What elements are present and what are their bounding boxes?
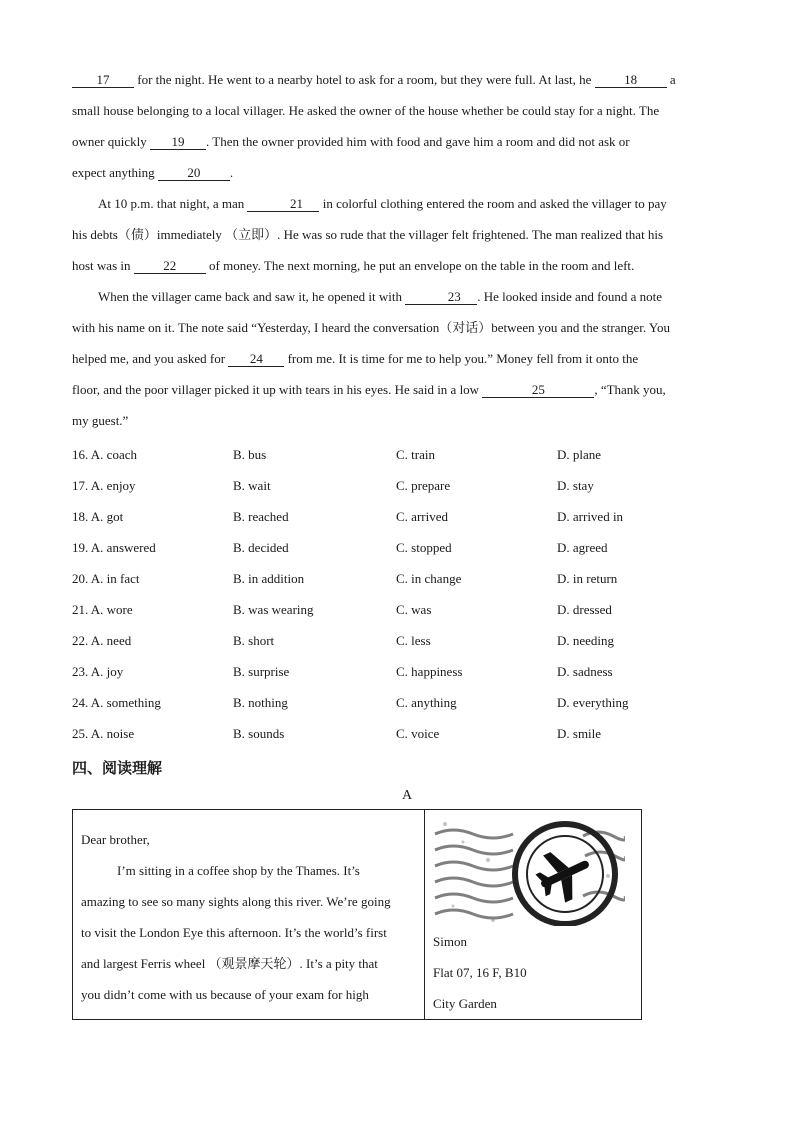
option-choice: D. in return	[557, 570, 618, 586]
passage-label: A	[401, 788, 413, 803]
passage-text: host was in	[72, 258, 134, 273]
option-choice: C. anything	[396, 694, 457, 710]
option-choice: C. prepare	[396, 477, 451, 493]
letter-line: you didn’t come with us because of your exam for high	[81, 987, 369, 1002]
option-choice: B. wait	[233, 477, 271, 493]
passage-text: , “Thank you,	[594, 382, 666, 397]
option-choice: D. everything	[557, 694, 629, 710]
cloze-blank: 22	[134, 259, 206, 274]
option-choice: 16. A. coach	[72, 446, 137, 462]
option-choice: 17. A. enjoy	[72, 477, 136, 493]
option-choice: B. nothing	[233, 694, 288, 710]
option-choice: 19. A. answered	[72, 539, 156, 555]
option-choice: 22. A. need	[72, 632, 132, 648]
option-choice: B. sounds	[233, 725, 285, 741]
option-row	[72, 563, 722, 594]
passage-text: for the night. He went to a nearby hotel to ask for a room, but they were full. At last, he	[134, 72, 595, 87]
option-choice: C. train	[396, 446, 435, 462]
option-choice: D. smile	[557, 725, 602, 741]
postcard-address-side	[425, 810, 641, 1019]
sender-name: Simon	[433, 934, 467, 949]
cloze-blank: 20	[158, 166, 230, 181]
passage-text: in colorful clothing entered the room and asked the villager to pay	[319, 196, 667, 211]
passage-text: At 10 p.m. that night, a man	[98, 196, 248, 211]
option-row	[72, 625, 722, 656]
passage-line	[72, 374, 722, 405]
option-row	[72, 439, 722, 470]
option-row	[72, 532, 722, 563]
option-choice: B. in addition	[233, 570, 305, 586]
passage-text: expect anything	[72, 165, 158, 180]
option-choice: B. reached	[233, 508, 289, 524]
postmark-stamp-icon	[433, 816, 625, 926]
option-row	[72, 718, 722, 749]
passage-line	[72, 250, 722, 281]
option-choice: B. decided	[233, 539, 289, 555]
option-row	[72, 594, 722, 625]
cloze-passage	[72, 64, 722, 436]
option-choice: 25. A. noise	[72, 725, 135, 741]
address-line-2: City Garden	[433, 996, 497, 1011]
passage-text: floor, and the poor villager picked it up with tears in his eyes. He said in a low	[72, 382, 483, 397]
cloze-blank: 17	[72, 73, 134, 88]
passage-text: his debts（债）immediately （立即）. He was so rude that the villager felt frightened. The man realized that his	[72, 227, 664, 242]
option-row	[72, 656, 722, 687]
passage-line	[72, 281, 722, 312]
passage-line	[72, 219, 722, 250]
option-choice: B. was wearing	[233, 601, 314, 617]
option-choice: C. was	[396, 601, 432, 617]
option-choice: C. in change	[396, 570, 462, 586]
letter-line: to visit the London Eye this afternoon. It’s the world’s first	[81, 925, 387, 940]
option-choice: D. stay	[557, 477, 594, 493]
option-row	[72, 501, 722, 532]
passage-text: small house belonging to a local villager. He asked the owner of the house whether be could stay for a night. The	[72, 103, 660, 118]
letter-line: I’m sitting in a coffee shop by the Thames. It’s	[117, 863, 360, 878]
address-line-1: Flat 07, 16 F, B10	[433, 965, 527, 980]
letter-greeting: Dear brother,	[81, 832, 150, 847]
postcard-message	[73, 810, 425, 1019]
postcard	[72, 809, 642, 1020]
letter-line: and largest Ferris wheel （观景摩天轮）. It’s a pity that	[81, 956, 378, 971]
cloze-options	[72, 439, 722, 749]
option-choice: D. sadness	[557, 663, 613, 679]
passage-text: . Then the owner provided him with food and gave him a room and did not ask or	[205, 134, 630, 149]
option-choice: 23. A. joy	[72, 663, 124, 679]
passage-text: When the villager came back and saw it, he opened it with	[98, 289, 406, 304]
passage-line	[72, 343, 722, 374]
passage-text: owner quickly	[72, 134, 150, 149]
option-choice: D. dressed	[557, 601, 612, 617]
passage-text: .	[229, 165, 234, 180]
cloze-blank: 24	[228, 352, 284, 367]
option-choice: C. arrived	[396, 508, 448, 524]
option-choice: C. voice	[396, 725, 440, 741]
passage-text: helped me, and you asked for	[72, 351, 229, 366]
passage-text: with his name on it. The note said “Yesterday, I heard the conversation（对话）between you and the stranger. You	[72, 320, 671, 335]
passage-line	[72, 95, 722, 126]
option-choice: D. plane	[557, 446, 602, 462]
option-choice: D. arrived in	[557, 508, 624, 524]
letter-line: amazing to see so many sights along this river. We’re going	[81, 894, 391, 909]
cloze-blank: 23	[405, 290, 477, 305]
option-choice: 18. A. got	[72, 508, 124, 524]
option-choice: 20. A. in fact	[72, 570, 140, 586]
option-choice: D. agreed	[557, 539, 608, 555]
option-choice: D. needing	[557, 632, 615, 648]
cloze-blank: 18	[595, 73, 667, 88]
passage-line	[72, 188, 722, 219]
passage-line	[72, 312, 722, 343]
option-choice: C. less	[396, 632, 431, 648]
passage-line	[72, 405, 722, 436]
passage-text: my guest.”	[72, 413, 129, 428]
passage-text: a	[666, 72, 676, 87]
option-row	[72, 687, 722, 718]
passage-text: of money. The next morning, he put an envelope on the table in the room and left.	[205, 258, 635, 273]
option-choice: B. bus	[233, 446, 267, 462]
passage-line	[72, 157, 722, 188]
option-choice: 24. A. something	[72, 694, 161, 710]
cloze-blank: 25	[482, 383, 594, 398]
passage-line	[72, 126, 722, 157]
passage-line	[72, 64, 722, 95]
cloze-blank: 21	[247, 197, 319, 212]
section-heading: 四、阅读理解	[72, 759, 163, 777]
passage-text: . He looked inside and found a note	[477, 289, 663, 304]
option-choice: B. surprise	[233, 663, 290, 679]
option-choice: C. happiness	[396, 663, 463, 679]
passage-text: from me. It is time for me to help you.” Money fell from it onto the	[284, 351, 639, 366]
option-choice: B. short	[233, 632, 275, 648]
option-row	[72, 470, 722, 501]
option-choice: 21. A. wore	[72, 601, 133, 617]
option-choice: C. stopped	[396, 539, 452, 555]
cloze-blank: 19	[150, 135, 206, 150]
